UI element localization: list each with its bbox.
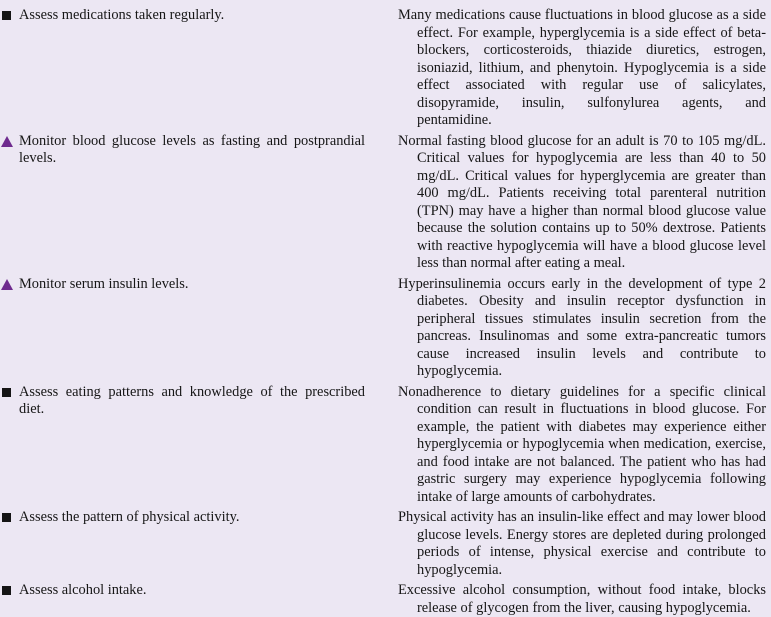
intervention-cell xyxy=(0,582,372,600)
intervention-text: Assess the pattern of physical activity. xyxy=(19,509,240,525)
rationale-text: Excessive alcohol consumption, without food intake, blocks release of glycogen from the liver, causing hypoglycemia. xyxy=(398,582,766,616)
table-row xyxy=(0,384,771,507)
rationale-text: Hyperinsulinemia occurs early in the development of type 2 diabetes. Obesity and insulin receptor dysfunction in peripheral tissues stimulates insulin secretion from the pancreas. Insulinomas and some extra-pancreatic tumors cause increased insulin levels and contribute to hypoglycemia. xyxy=(398,275,766,379)
rationale-text: Many medications cause fluctuations in blood glucose as a side effect. For example, hyperglycemia is a side effect of beta-blockers, corticosteroids, thiazide diuretics, estrogen, isoniazid, lithium, and phenytoin. Hypoglycemia is a side effect associated with regular use of salicylates, disopyramide, insulin, sulfonylurea agents, and pentamidine. xyxy=(398,7,766,128)
intervention-cell xyxy=(0,133,372,168)
table-row xyxy=(0,509,771,579)
rationale-text: Nonadherence to dietary guidelines for a specific clinical condition can result in fluctuations in blood glucose. For example, the patient with diabetes may experience either hyperglycemia or hypoglycemia when medication, exercise, and food intake are not balanced. The patient who has had gastric surgery may experience hypoglycemia following intake of large amounts of carbohydrates. xyxy=(398,383,766,505)
triangle-bullet-icon xyxy=(1,136,13,147)
rationale-cell xyxy=(372,7,771,130)
rationale-cell xyxy=(372,582,771,617)
rationale-text: Physical activity has an insulin-like effect and may lower blood glucose levels. Energy stores are depleted during prolonged periods of intense, physical exercise and contribute to hypoglycemia. xyxy=(398,509,766,578)
intervention-text: Monitor serum insulin levels. xyxy=(19,275,189,292)
intervention-cell xyxy=(0,7,372,25)
intervention-text: Assess alcohol intake. xyxy=(19,582,147,598)
intervention-text: Assess medications taken regularly. xyxy=(19,7,225,23)
rationale-text: Normal fasting blood glucose for an adult is 70 to 105 mg/dL. Critical values for hypoglycemia are less than 40 to 50 mg/dL. Critical values for hyperglycemia are greater than 400 mg/dL. Patients receiving total parenteral nutrition (TPN) may have a higher than normal blood glucose value because the solution contains up to 50% dextrose. Patients with reactive hypoglycemia will have a blood glucose level less than normal after eating a meal. xyxy=(398,132,766,271)
rationale-cell xyxy=(372,384,771,507)
intervention-cell xyxy=(0,509,372,527)
rationale-cell xyxy=(372,276,771,381)
square-bullet-icon xyxy=(2,388,11,397)
intervention-text: Assess eating patterns and knowledge of the prescribed diet. xyxy=(19,383,365,417)
square-bullet-icon xyxy=(2,586,11,595)
square-bullet-icon xyxy=(2,11,11,20)
table-row xyxy=(0,276,771,381)
square-bullet-icon xyxy=(2,513,11,522)
rationale-cell xyxy=(372,133,771,273)
intervention-cell xyxy=(0,384,372,419)
triangle-bullet-icon xyxy=(1,279,13,290)
intervention-text: Monitor blood glucose levels as fasting and postprandial levels. xyxy=(19,132,365,166)
table-row xyxy=(0,582,771,617)
intervention-cell xyxy=(0,276,372,294)
table-row xyxy=(0,133,771,273)
table-row xyxy=(0,7,771,130)
rationale-cell xyxy=(372,509,771,579)
